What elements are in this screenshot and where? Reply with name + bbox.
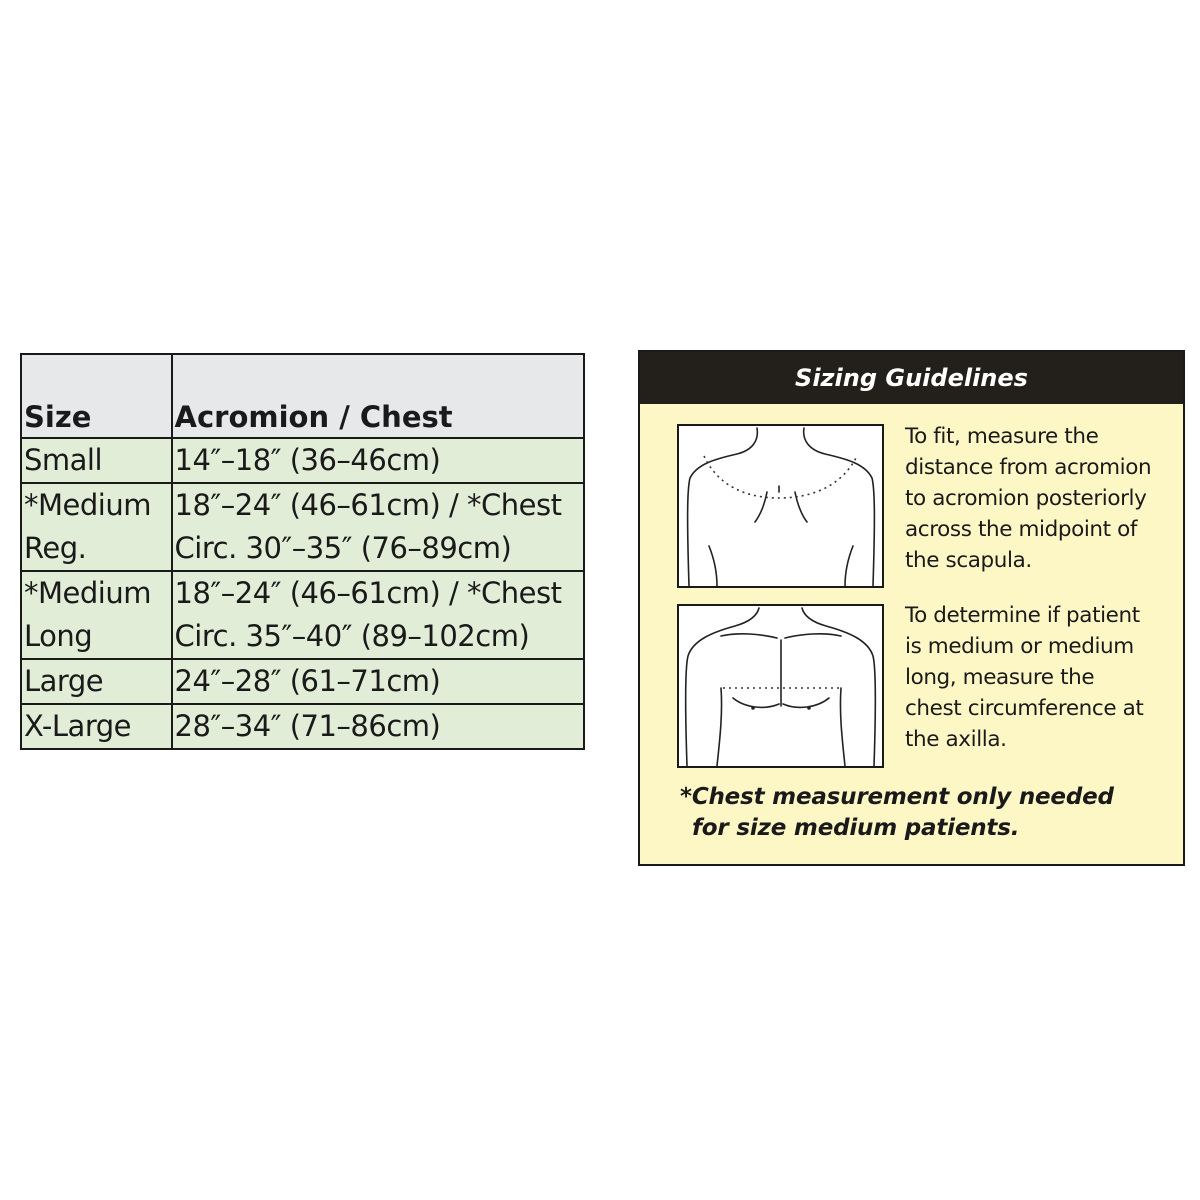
instruction-line: across the midpoint of (905, 517, 1138, 542)
size-label: *Medium (24, 576, 151, 610)
size-label: *Medium (24, 488, 151, 522)
back-torso-drawing (679, 426, 882, 586)
size-label: Long (24, 619, 93, 653)
footnote-line: *Chest measurement only needed (680, 784, 1114, 810)
instruction-line: is medium or medium (905, 634, 1134, 659)
back-measurement-illustration (677, 424, 884, 588)
instruction-line: the scapula. (905, 548, 1032, 573)
size-label: Large (24, 664, 104, 698)
instruction-line: To fit, measure the (905, 424, 1099, 449)
instruction-line: long, measure the (905, 665, 1095, 690)
table-row (21, 438, 584, 483)
size-chart-table (20, 353, 585, 750)
measurement-cell (172, 571, 584, 659)
measurement-value: 18″–24″ (46–61cm) / *Chest (174, 576, 562, 610)
size-cell (21, 483, 172, 571)
measurement-cell (172, 438, 584, 483)
size-label: Reg. (24, 531, 87, 565)
table-row (21, 571, 584, 659)
size-cell (21, 659, 172, 704)
size-cell (21, 438, 172, 483)
size-cell (21, 704, 172, 749)
front-torso-drawing (679, 606, 882, 766)
measurement-value: Circ. 35″–40″ (89–102cm) (174, 619, 530, 653)
measurement-cell (172, 483, 584, 571)
size-column-header: Size (21, 354, 172, 438)
chest-measurement-illustration (677, 604, 884, 768)
table-header-row (21, 354, 584, 438)
panel-title: Sizing Guidelines (640, 352, 1183, 404)
measurement-value: 24″–28″ (61–71cm) (174, 664, 441, 698)
chest-measurement-instructions (905, 600, 1175, 755)
measurement-value: 18″–24″ (46–61cm) / *Chest (174, 488, 562, 522)
instruction-line: distance from acromion (905, 455, 1152, 480)
footnote-line: for size medium patients. (692, 815, 1020, 841)
instruction-line: chest circumference at (905, 696, 1144, 721)
measurement-value: 14″–18″ (36–46cm) (174, 443, 441, 477)
table-row (21, 659, 584, 704)
measurement-value: Circ. 30″–35″ (76–89cm) (174, 531, 512, 565)
table-row (21, 704, 584, 749)
measurement-value: 28″–34″ (71–86cm) (174, 709, 441, 743)
measurement-cell (172, 659, 584, 704)
instruction-line: To determine if patient (905, 603, 1140, 628)
measurement-cell (172, 704, 584, 749)
chest-measurement-footnote (680, 782, 1114, 844)
instruction-line: the axilla. (905, 727, 1007, 752)
table-row (21, 483, 584, 571)
size-label: Small (24, 443, 103, 477)
size-label: X-Large (24, 709, 131, 743)
size-cell (21, 571, 172, 659)
measurement-column-header: Acromion / Chest (172, 354, 584, 438)
back-measurement-instructions (905, 421, 1175, 576)
instruction-line: to acromion posteriorly (905, 486, 1147, 511)
sizing-guidelines-panel (638, 350, 1185, 866)
